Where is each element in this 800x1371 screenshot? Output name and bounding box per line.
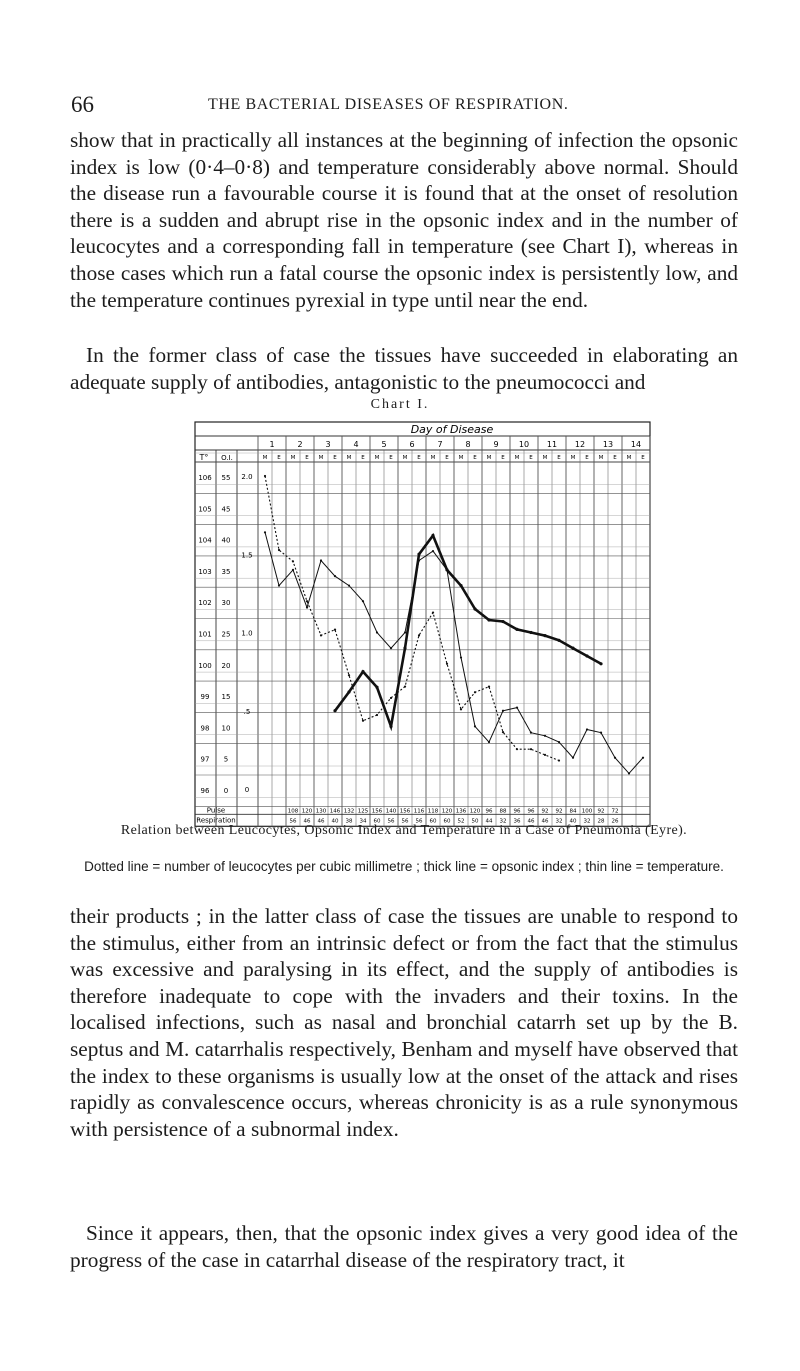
period-label: M [598,455,604,461]
day-label: 3 [325,440,331,449]
paragraph-2: In the former class of case the tissues have succeeded in elaborating an adequate supply of antibodies, antagonistic to the pneumococci and [70,343,738,394]
series-point-temperature [544,735,546,737]
period-label: E [361,455,365,461]
figure-caption-note: Dotted line = number of leucocytes per cubic millimetre ; thick line = opsonic index ; thin line = temperature. [84,859,724,874]
period-label: E [445,455,449,461]
series-point-opsonic-index [417,553,420,556]
period-label: M [290,455,296,461]
series-point-temperature [306,606,308,608]
series-point-leucocytes [474,691,476,693]
period-label: E [333,455,337,461]
period-label: M [430,455,436,461]
period-label: M [402,455,408,461]
table-cell: 92 [597,808,605,815]
series-point-leucocytes [292,560,294,562]
series-point-temperature [628,772,630,774]
axis-header-temperature: T° [199,453,209,462]
table-cell: 156 [399,808,411,815]
table-cell: 46 [317,818,325,825]
table-cell: 118 [427,808,439,815]
series-point-leucocytes [376,714,378,716]
table-cell: 140 [385,808,397,815]
day-label: 14 [630,440,642,449]
opsonic-tick: 2.0 [241,473,253,481]
table-cell: 120 [469,808,481,815]
series-point-opsonic-index [473,607,476,610]
day-label: 2 [297,440,303,449]
series-point-leucocytes [404,685,406,687]
series-point-temperature [516,707,518,709]
period-label: M [514,455,520,461]
series-point-leucocytes [418,634,420,636]
table-cell: 146 [329,808,341,815]
paragraph-1: show that in practically all instances at the beginning of infection the opsonic index is low (0·4–0·8) and temperature considerably above normal. Should the disease run a favourable course it is found that at the onset of resolution there is a sudden and abrupt rise in the opsonic index and in the number of leucocytes and a corresponding fall in temperature (see Chart I), whereas in those cases which run a fatal course the opsonic index is persistently low, and the temperature continues pyrexial in type until near the end. [70,128,738,312]
chart-label: Chart I. [370,397,430,412]
table-cell: 130 [315,808,327,815]
leucocyte-tick: 40 [221,536,231,545]
table-cell: 125 [357,808,369,815]
day-label: 7 [437,440,443,449]
table-cell: 92 [555,808,563,815]
series-point-temperature [530,732,532,734]
series-point-temperature [642,757,644,759]
period-label: E [641,455,645,461]
series-point-temperature [558,741,560,743]
day-label: 9 [493,440,499,449]
table-cell: 50 [471,818,479,825]
series-point-leucocytes [502,731,504,733]
table-cell: 56 [387,818,395,825]
series-point-temperature [502,710,504,712]
table-cell: 108 [287,808,299,815]
day-label: 10 [518,440,530,449]
period-label: M [262,455,268,461]
series-point-opsonic-index [487,618,490,621]
series-point-temperature [474,725,476,727]
temperature-tick: 104 [198,536,212,545]
table-cell: 40 [331,818,339,825]
period-label: M [626,455,632,461]
series-point-leucocytes [320,634,322,636]
series-point-leucocytes [264,475,266,477]
table-cell: 136 [455,808,467,815]
period-label: E [417,455,421,461]
temperature-tick: 105 [198,505,212,514]
table-cell: 120 [441,808,453,815]
series-point-opsonic-index [599,662,602,665]
table-cell: 156 [371,808,383,815]
series-point-leucocytes [334,629,336,631]
series-point-opsonic-index [375,686,378,689]
table-cell: 56 [401,818,409,825]
series-point-leucocytes [488,685,490,687]
series-point-opsonic-index [459,584,462,587]
leucocyte-tick: 0 [223,787,229,795]
series-point-opsonic-index [431,534,434,537]
table-row-label: Respiration [196,816,236,825]
table-cell: 96 [485,808,493,815]
series-point-temperature [614,757,616,759]
table-cell: 60 [429,818,437,825]
period-label: M [570,455,576,461]
table-cell: 88 [499,808,507,815]
series-point-temperature [390,647,392,649]
period-label: M [458,455,464,461]
series-point-leucocytes [544,754,546,756]
chart-title: Day of Disease [410,423,494,436]
temperature-tick: 106 [198,474,212,482]
series-point-temperature [278,584,280,586]
day-label: 13 [602,440,614,449]
table-cell: 28 [597,818,605,825]
table-cell: 32 [499,818,507,825]
period-label: M [374,455,380,461]
series-point-temperature [460,656,462,658]
paragraph-4: Since it appears, then, that the opsonic index gives a very good idea of the progress of the case in catarrhal disease of the respiratory tract, it [70,1221,738,1272]
temperature-tick: 100 [198,661,212,670]
series-point-temperature [320,559,322,561]
series-point-leucocytes [306,600,308,602]
table-cell: 46 [527,818,535,825]
page-number: 66 [71,92,94,117]
table-cell: 46 [303,818,311,825]
period-label: E [501,455,505,461]
series-point-opsonic-index [529,631,532,634]
series-point-opsonic-index [333,709,336,712]
period-label: E [277,455,281,461]
temperature-tick: 97 [200,755,210,764]
opsonic-tick: 1.5 [241,551,253,560]
period-label: E [585,455,589,461]
period-label: E [473,455,477,461]
series-point-leucocytes [460,708,462,710]
table-cell: 34 [359,818,367,825]
series-point-temperature [292,569,294,571]
series-point-leucocytes [516,748,518,750]
table-cell: 36 [513,818,521,825]
leucocyte-tick: 30 [221,599,231,608]
day-label: 4 [353,440,359,449]
series-point-opsonic-index [389,725,392,728]
day-label: 12 [574,440,586,449]
series-point-leucocytes [390,697,392,699]
series-point-leucocytes [348,674,350,676]
table-cell: 96 [527,808,535,815]
table-cell: 26 [611,818,619,825]
opsonic-tick: 1.0 [241,629,253,638]
series-point-temperature [264,531,266,533]
table-cell: 56 [415,818,423,825]
temperature-tick: 96 [200,787,210,795]
running-title: THE BACTERIAL DISEASES OF RESPIRATION. [208,96,569,113]
table-cell: 120 [301,808,313,815]
series-point-leucocytes [362,720,364,722]
period-label: M [486,455,492,461]
series-point-opsonic-index [585,654,588,657]
opsonic-tick: 0 [244,786,250,794]
table-cell: 40 [569,818,577,825]
temperature-tick: 101 [198,630,212,639]
series-point-opsonic-index [571,647,574,650]
series-point-temperature [376,631,378,633]
table-row-label: Pulse [206,806,226,815]
series-point-temperature [572,757,574,759]
period-label: M [542,455,548,461]
period-label: M [318,455,324,461]
table-cell: 72 [611,808,619,815]
series-point-leucocytes [278,549,280,551]
series-point-leucocytes [446,663,448,665]
table-cell: 56 [289,818,297,825]
series-point-temperature [432,550,434,552]
table-cell: 116 [413,808,425,815]
series-point-opsonic-index [557,639,560,642]
period-label: E [529,455,533,461]
leucocyte-tick: 55 [221,474,231,482]
table-cell: 44 [485,818,493,825]
series-point-temperature [362,600,364,602]
day-label: 6 [409,440,415,449]
table-cell: 32 [555,818,563,825]
leucocyte-tick: 25 [221,630,231,639]
chart-figure [194,420,656,825]
day-label: 5 [381,440,387,449]
leucocyte-tick: 20 [221,661,231,670]
series-point-temperature [404,631,406,633]
series-point-opsonic-index [543,634,546,637]
table-cell: 52 [457,818,465,825]
period-label: E [389,455,393,461]
temperature-tick: 102 [198,599,212,608]
series-point-opsonic-index [501,620,504,623]
day-label: 8 [465,440,471,449]
series-point-leucocytes [558,759,560,761]
day-label: 11 [546,440,558,449]
period-label: E [557,455,561,461]
table-cell: 60 [373,818,381,825]
leucocyte-tick: 45 [221,505,231,514]
period-label: E [305,455,309,461]
series-point-leucocytes [530,748,532,750]
table-cell: 32 [583,818,591,825]
period-label: M [346,455,352,461]
series-point-temperature [334,575,336,577]
series-point-temperature [348,584,350,586]
series-point-opsonic-index [403,647,406,650]
opsonic-tick: .5 [243,707,251,716]
figure-caption-title: Relation between Leucocytes, Opsonic Index and Temperature in a Case of Pneumonia (Eyre). [120,823,688,838]
leucocyte-tick: 5 [223,755,229,764]
series-point-opsonic-index [445,568,448,571]
series-point-temperature [600,732,602,734]
table-cell: 132 [343,808,355,815]
table-cell: 60 [443,818,451,825]
leucocyte-tick: 10 [221,724,231,733]
temperature-tick: 103 [198,567,212,576]
period-label: E [613,455,617,461]
table-cell: 96 [513,808,521,815]
series-point-temperature [488,741,490,743]
axis-header-opsonic: O.I. [221,454,233,462]
leucocyte-tick: 35 [221,567,231,576]
chart-frame [195,422,650,826]
series-point-opsonic-index [361,670,364,673]
table-cell: 38 [345,818,353,825]
paragraph-3: their products ; in the latter class of case the tissues are unable to respond to the stimulus, either from an intrinsic defect or from the fact that the stimulus was excessive and paralysing in its effect, and the supply of antibodies is therefore inadequate to cope with the invaders and their toxins. In the localised infections, such as nasal and bronchial catarrh set up by the B. septus and M. catarrhalis respectively, Benham and myself have observed that the index to these organisms is usually low at the onset of the attack and rises rapidly as convalescence occurs, whereas chronicity is as a rule synonymous with persistence of a subnormal index. [70,904,738,1141]
series-point-opsonic-index [347,690,350,693]
series-point-temperature [586,728,588,730]
series-point-opsonic-index [515,628,518,631]
table-cell: 46 [541,818,549,825]
table-cell: 92 [541,808,549,815]
table-cell: 100 [581,808,593,815]
day-label: 1 [269,440,275,449]
table-cell: 84 [569,808,577,815]
leucocyte-tick: 15 [221,693,231,702]
series-point-leucocytes [432,611,434,613]
temperature-tick: 99 [200,693,210,702]
temperature-tick: 98 [200,724,210,733]
